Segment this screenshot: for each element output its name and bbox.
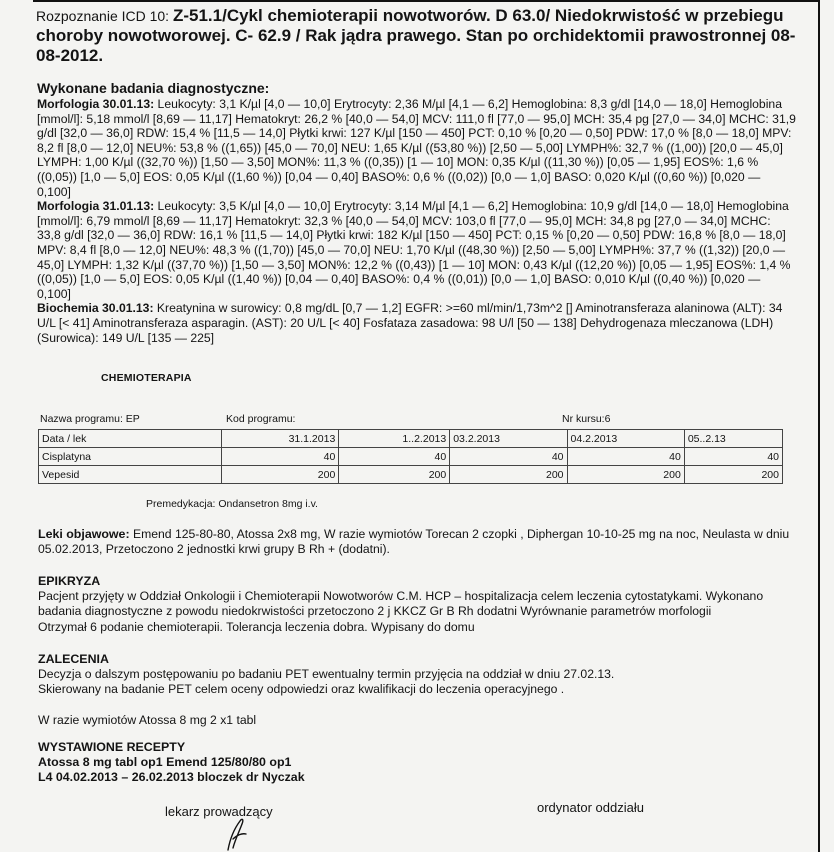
table-cell: 40 (222, 448, 339, 466)
prescription-line: L4 04.02.2013 – 26.02.2013 bloczek dr Nyczak (38, 770, 305, 785)
chemotherapy-table (38, 429, 783, 484)
row-label: Cisplatyna (39, 448, 222, 466)
block-heading: Biochemia 30.01.13: (37, 301, 154, 316)
block-text: Leukocyty: 3,5 K/µl [4,0 — 10,0] Erytrocyty: 3,14 M/µl [4,1 — 6,2] Hemoglobina: 10,9 g/dl [14,0 — 18,0] Hemoglobina [mmol/l]: 6,79 mmol/l [8,69 — 11,17] Hematokryt: 32,3 % [40,0 — 54,0] MCV: 103,0 fl [77,0 — 95,0] MCH: 34,8 pg [27,0 — 34,0] MCHC: 33,8 g/dl [32,0 — 36,0] RDW: 16,1 % [11,5 — 14,0] Płytki krwi: 182 K/µl [150 — 450] PCT: 0,15 % [0,20 — 0,50] PDW: 16,8 % [8,0 — 18,0] MPV: 8,4 fl [8,0 — 12,0] NEU%: 48,3 % ((1,70)) [45,0 — 70,0] NEU: 1,70 K/µl ((48,30 %)) [2,50 — 5,00] LYMPH%: 37,7 % ((1,32)) [20,0 — 45,0] LYMPH: 1,32 K/µl ((37,70 %)) [1,50 — 3,50] MON%: 12,2 % ((0,43)) [1 — 10] MON: 0,43 K/µl ((12,20 %)) [0,05 — 1,95] EOS%: 1,4 % ((0,05)) [1,0 — 5,0] EOS: 0,05 K/µl ((1,40 %)) [0,04 — 0,40] BASO%: 0,4 % ((0,01)) [0,0 — 1,0] BASO: 0,010 K/µl ((0,40 %)) [0,020 — 0,100] (37, 199, 791, 301)
drugs-heading: Leki objawowe: (38, 527, 130, 541)
table-cell: 200 (222, 466, 339, 484)
table-row (39, 430, 783, 448)
table-row (39, 466, 783, 484)
table-cell: 05..2.13 (684, 430, 782, 448)
table-cell: 40 (684, 448, 782, 466)
prescriptions-heading: WYSTAWIONE RECEPTY (38, 740, 186, 754)
table-cell: 200 (339, 466, 450, 484)
top-border-line (33, 0, 818, 2)
table-cell: 40 (339, 448, 450, 466)
biochemistry-block (37, 301, 797, 345)
recommendations-section (38, 652, 798, 728)
program-name: Nazwa programu: EP (40, 413, 140, 425)
table-row (39, 448, 783, 466)
diagnosis-section (36, 6, 806, 66)
attending-doctor-label: lekarz prowadzący (165, 804, 273, 819)
diagnosis-text: Z-51.1/Cykl chemioterapii nowotworów. D 63.0/ Niedokrwistość w przebiegu choroby nowotworowej. C- 62.9 / Rak jądra prawego. Stan po orchidektomii prawostronnej 08-08-2012. (36, 6, 796, 65)
table-cell: 40 (567, 448, 684, 466)
right-border-line (818, 0, 820, 852)
drugs-text: Emend 125-80-80, Atossa 2x8 mg, W razie wymiotów Torecan 2 czopki , Diphergan 10-10-25 mg na noc, Neulasta w dniu 05.02.2013, Przetoczono 2 jednostki krwi grupy B Rh + (dodatni). (38, 527, 790, 557)
recommendation-line: Skierowany na badanie PET celem oceny odpowiedzi oraz kwalifikacji do leczenia operacyjnego . (38, 682, 565, 697)
epicrisis-line: Otrzymał 6 podanie chemioterapii. Tolerancja leczenia dobra. Wypisany do domu (38, 619, 475, 634)
row-label: Vepesid (39, 466, 222, 484)
prescription-line: Atossa 8 mg tabl op1 Emend 125/80/80 op1 (38, 755, 292, 770)
chemotherapy-title: CHEMIOTERAPIA (101, 372, 192, 384)
recommendation-line: Decyzja o dalszym postępowaniu po badaniu PET ewentualny termin przyjęcia na oddział w dniu 27.02.13. (38, 667, 615, 682)
epicrisis-section (38, 574, 798, 635)
table-cell: 04.2.2013 (567, 430, 684, 448)
recommendation-line: W razie wymiotów Atossa 8 mg 2 x1 tabl (38, 712, 257, 727)
program-code: Kod programu: (226, 413, 296, 425)
epicrisis-heading: EPIKRYZA (38, 574, 101, 588)
table-cell: 31.1.2013 (222, 430, 339, 448)
diagnosis-label: Rozpoznanie ICD 10: (36, 8, 173, 24)
morphology-block-2 (37, 199, 797, 301)
table-cell: 200 (567, 466, 684, 484)
epicrisis-line: badania diagnostyczne z powodu niedokrwistości przetoczono 2 j KKCZ Gr B Rh dodatni Wyrównanie parametrów morfologii (38, 604, 712, 619)
table-cell: 200 (450, 466, 567, 484)
block-text: Leukocyty: 3,1 K/µl [4,0 — 10,0] Erytrocyty: 2,36 M/µl [4,1 — 6,2] Hemoglobina: 8,3 g/dl [14,0 — 18,0] Hemoglobina [mmol/l]: 5,18 mmol/l [8,69 — 11,17] Hematokryt: 26,2 % [40,0 — 54,0] MCV: 111,0 fl [77,0 — 95,0] MCH: 35,4 pg [27,0 — 34,0] MCHC: 31,9 g/dl [32,0 — 36,0] RDW: 15,4 % [11,5 — 14,0] Płytki krwi: 127 K/µl [150 — 450] PCT: 0,10 % [0,20 — 0,50] PDW: 17,0 % [8,0 — 18,0] MPV: 8,2 fl [8,0 — 12,0] NEU%: 53,8 % ((1,65)) [45,0 — 70,0] NEU: 1,65 K/µl ((53,80 %)) [2,50 — 5,00] LYMPH%: 32,7 % ((1,00)) [20,0 — 45,0] LYMPH: 1,00 K/µl ((32,70 %)) [1,50 — 3,50] MON%: 11,3 % ((0,35)) [1 — 10] MON: 0,35 K/µl ((11,30 %)) [0,05 — 1,95] EOS%: 1,6 % ((0,05)) [1,0 — 5,0] EOS: 0,05 K/µl ((1,60 %)) [0,04 — 0,40] BASO%: 0,6 % ((0,02)) [0,0 — 1,0] BASO: 0,020 K/µl ((0,60 %)) [0,020 — 0,100] (37, 97, 796, 199)
table-cell: 03.2.2013 (450, 430, 567, 448)
recommendation-spacer (38, 698, 798, 713)
head-of-ward-label: ordynator oddziału (537, 800, 644, 815)
tests-heading: Wykonane badania diagnostyczne: (37, 80, 270, 96)
row-label: Data / lek (39, 430, 222, 448)
table-cell: 1..2.2013 (339, 430, 450, 448)
premedication: Premedykacja: Ondansetron 8mg i.v. (146, 498, 318, 510)
morphology-block-1 (37, 97, 797, 199)
recommendations-heading: ZALECENIA (38, 652, 109, 666)
symptomatic-drugs-section (38, 527, 798, 557)
table-cell: 200 (684, 466, 782, 484)
diagnostic-tests-section (37, 80, 797, 345)
prescriptions-section (38, 740, 798, 786)
course-number: Nr kursu:6 (562, 413, 611, 425)
handwritten-signature (220, 815, 260, 852)
block-heading: Morfologia 30.01.13: (37, 97, 155, 111)
table-cell: 40 (450, 448, 567, 466)
block-heading: Morfologia 31.01.13: (37, 199, 155, 214)
epicrisis-line: Pacjent przyjęty w Oddział Onkologii i Chemioterapii Nowotworów C.M. HCP – hospitalizacja celem leczenia cytostatykami. Wykonano (38, 589, 764, 604)
block-text: Kreatynina w surowicy: 0,8 mg/dL [0,7 — 1,2] EGFR: >=60 ml/min/1,73m^2 [] Aminotransferaza alaninowa (ALT): 34 U/L [< 41] Aminotransferaza asparagin. (AST): 20 U/L [< 40] Fosfataza zasadowa: 98 U/l [50 — 138] Dehydrogenaza mleczanowa (LDH) (Surowica): 149 U/L [135 — 225] (37, 301, 783, 345)
